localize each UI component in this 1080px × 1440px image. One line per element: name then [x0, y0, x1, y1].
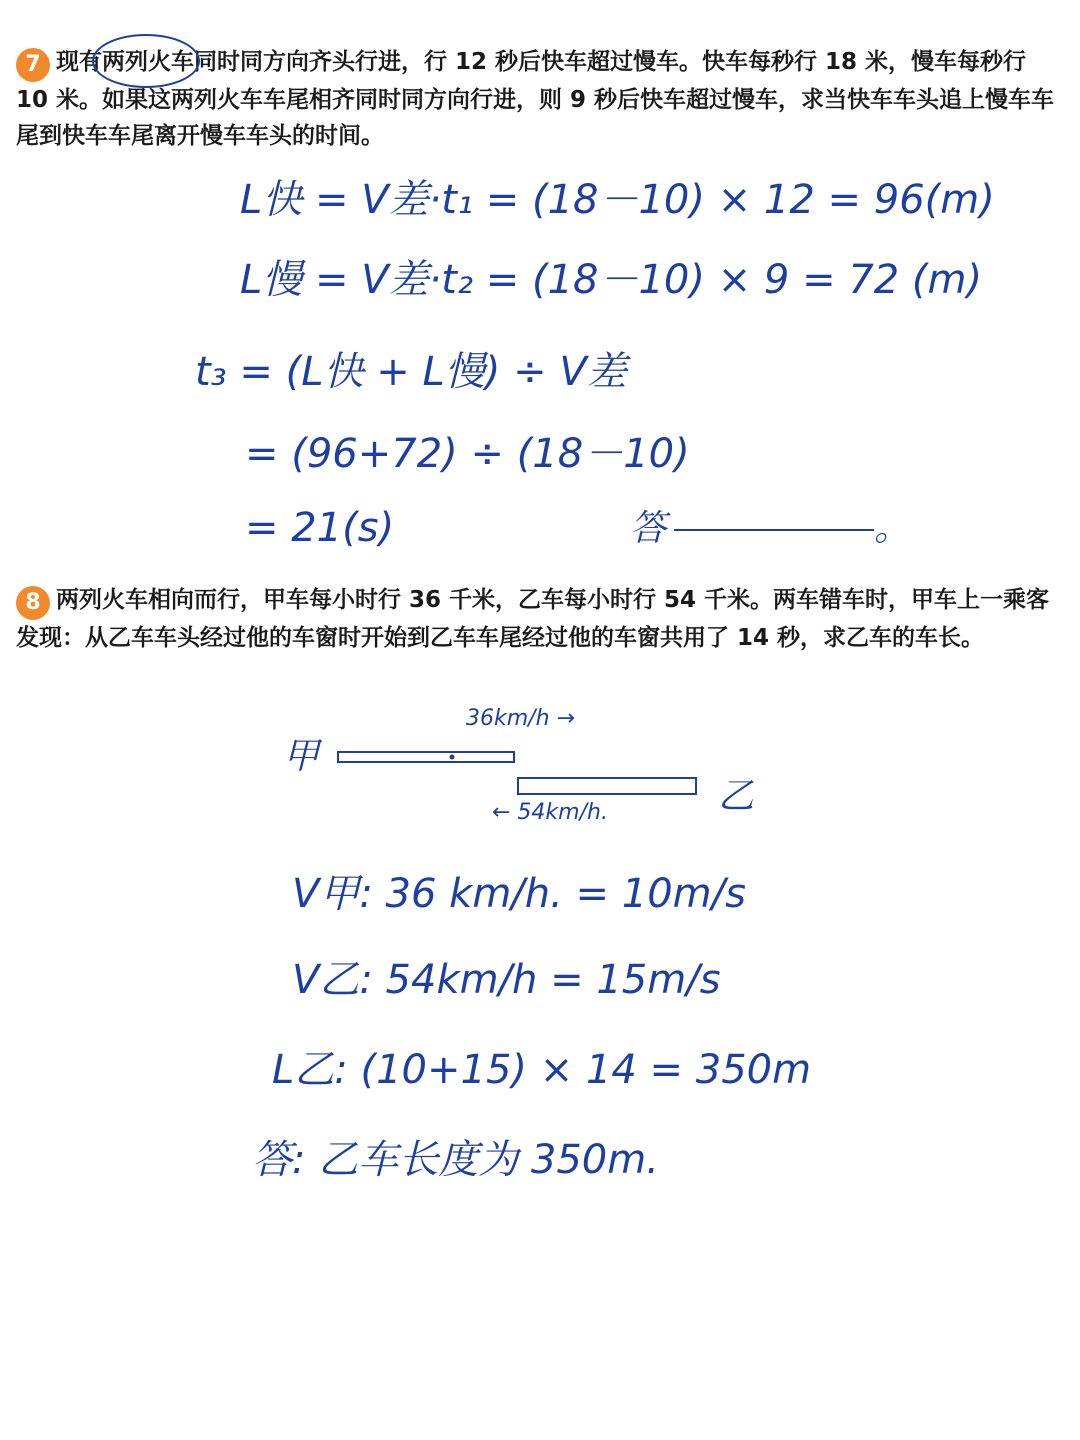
p7-work-line-1: L快 = V差·t₁ = (18－10) × 12 = 96(m)	[240, 177, 995, 223]
label-yi: 乙	[718, 776, 755, 817]
p8-work-line-2: V乙: 54km/h = 15m/s	[292, 957, 721, 1003]
train-jia-bar	[338, 752, 514, 762]
p7-work-line-2: L慢 = V差·t₂ = (18－10) × 9 = 72 (m)	[240, 257, 983, 303]
problem-number-badge: 8	[16, 586, 50, 620]
train-yi-bar	[518, 778, 696, 794]
p7-answer-label: 答	[630, 508, 667, 549]
problem-7-circled-phrase: 两列火车	[102, 44, 194, 80]
speed-jia-label: 36km/h →	[466, 706, 575, 731]
label-jia: 甲	[283, 736, 320, 777]
passenger-dot	[450, 755, 455, 760]
p8-work-line-4: 答: 乙车长度为 350m.	[252, 1137, 659, 1183]
p7-answer-end: 。	[874, 508, 911, 549]
p7-work-line-5: = 21(s)	[245, 505, 395, 551]
problem-8-text-body: 两列火车相向而行，甲车每小时行 36 千米，乙车每小时行 54 千米。两车错车时，甲车上一乘客发现：从乙车车头经过他的车窗时开始到乙车车尾经过他的车窗共用了 14 秒，求乙车的车长。	[16, 587, 1050, 651]
speed-yi-label: ← 54km/h.	[492, 800, 608, 825]
p8-work-line-1: V甲: 36 km/h. = 10m/s	[292, 871, 746, 917]
p7-work-line-3: t₃ = (L快 + L慢) ÷ V差	[195, 349, 627, 395]
p8-work-line-3: L乙: (10+15) × 14 = 350m	[272, 1047, 812, 1093]
problem-7-text-after: 同时同方向齐头行进，行 12 秒后快车超过慢车。快车每秒行 18 米，慢车每秒行 10 米。如果这两列火车车尾相齐同时同方向行进，则 9 秒后快车超过慢车，求当快车车头追上慢车车尾到快车车尾离开慢车车头的时间。	[16, 49, 1055, 149]
p7-work-line-4: = (96+72) ÷ (18－10)	[245, 431, 690, 477]
problem-number-badge: 7	[16, 48, 50, 82]
problem-7-text-before: 现有	[56, 49, 102, 75]
